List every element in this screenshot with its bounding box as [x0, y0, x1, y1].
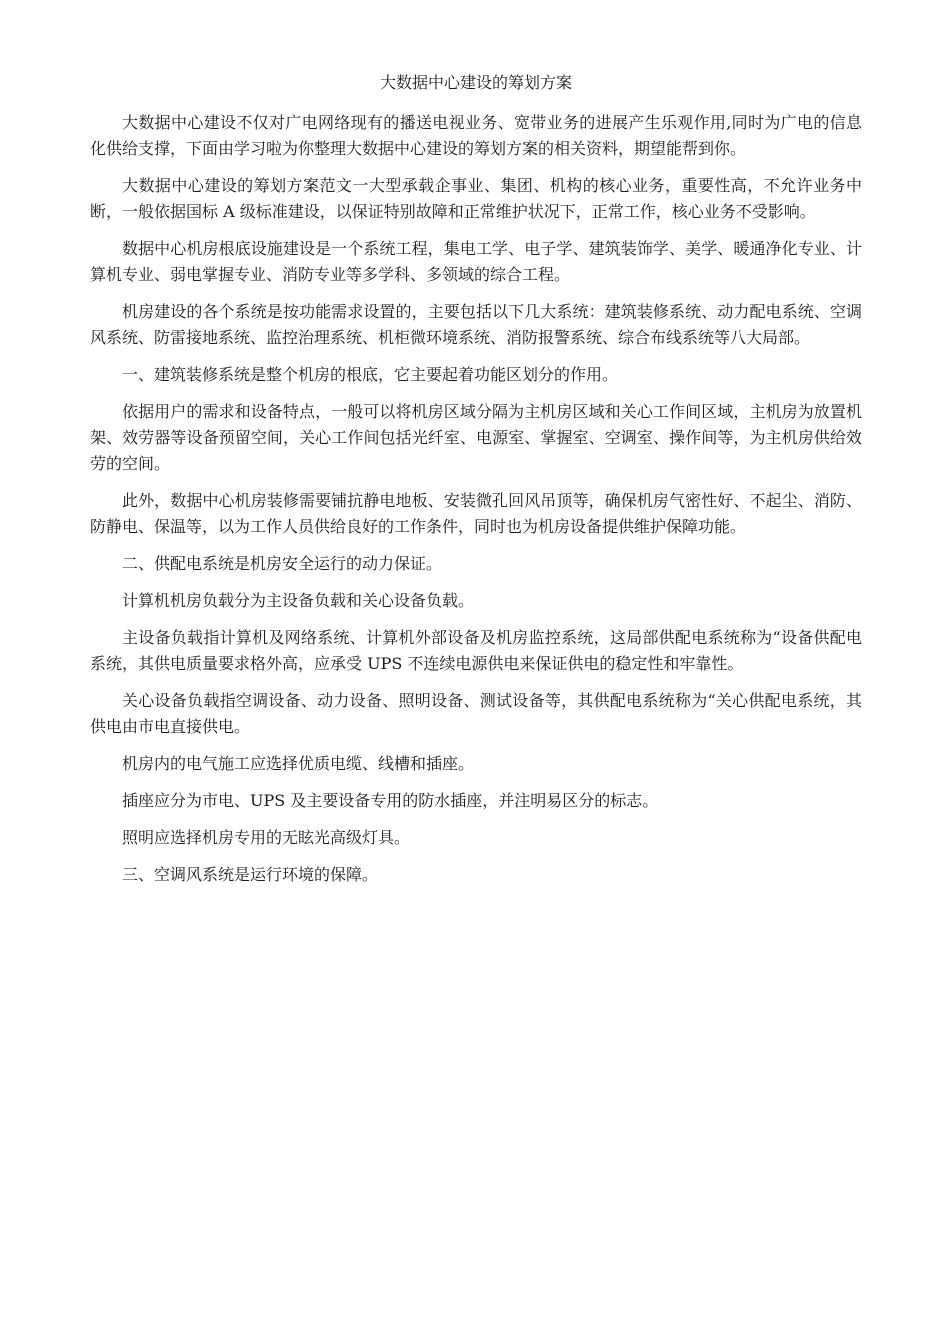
paragraph-section-1-heading: 一、建筑装修系统是整个机房的根底，它主要起着功能区划分的作用。	[122, 365, 619, 384]
paragraph-lighting: 照明应选择机房专用的无眩光高级灯具。	[122, 828, 411, 847]
paragraph-section-2-heading: 二、供配电系统是机房安全运行的动力保证。	[122, 554, 443, 573]
paragraph-zoning: 依据用户的需求和设备特点，一般可以将机房区域分隔为主机房区域和关心工作间区域，主机房为放置机架、效劳器等设备预留空间，关心工作间包括光纤室、电源室、掌握室、空调室、操作间等，为主机房供给效劳的空间。	[90, 402, 862, 473]
paragraph-section-3-heading: 三、空调风系统是运行环境的保障。	[122, 865, 379, 884]
paragraph-infrastructure: 数据中心机房根底设施建设是一个系统工程，集电工学、电子学、建筑装饰学、美学、暖通净化专业、计算机专业、弱电掌握专业、消防专业等多学科、多领域的综合工程。	[90, 239, 862, 284]
document-title: 大数据中心建设的筹划方案	[379, 73, 572, 92]
paragraph-sockets: 插座应分为市电、UPS 及主要设备专用的防水插座，并注明易区分的标志。	[122, 791, 659, 810]
paragraph-systems-overview: 机房建设的各个系统是按功能需求设置的，主要包括以下几大系统：建筑装修系统、动力配电系统、空调风系统、防雷接地系统、监控治理系统、机柜微环境系统、消防报警系统、综合布线系统等八大局部。	[90, 302, 862, 347]
paragraph-load-types: 计算机机房负载分为主设备负载和关心设备负载。	[122, 591, 475, 610]
paragraph-auxiliary-load: 关心设备负载指空调设备、动力设备、照明设备、测试设备等，其供配电系统称为“关心供配电系统，其供电由市电直接供电。	[90, 691, 862, 736]
paragraph-wiring: 机房内的电气施工应选择优质电缆、线槽和插座。	[122, 754, 475, 773]
paragraph-intro: 大数据中心建设不仅对广电网络现有的播送电视业务、宽带业务的进展产生乐观作用,同时为广电的信息化供给支撑，下面由学习啦为你整理大数据中心建设的筹划方案的相关资料，期望能帮到你。	[90, 113, 862, 158]
paragraph-plan-example: 大数据中心建设的筹划方案范文一大型承载企事业、集团、机构的核心业务，重要性高，不允许业务中断，一般依据国标 A 级标准建设，以保证特别故障和正常维护状况下，正常工作，核心业务不受影响。	[90, 176, 862, 221]
paragraph-main-load: 主设备负载指计算机及网络系统、计算机外部设备及机房监控系统，这局部供配电系统称为“设备供配电系统，其供电质量要求格外高，应承受 UPS 不连续电源供电来保证供电的稳定性和牢靠性。	[90, 628, 862, 673]
paragraph-decoration: 此外，数据中心机房装修需要铺抗静电地板、安装微孔回风吊顶等，确保机房气密性好、不起尘、消防、防静电、保温等，以为工作人员供给良好的工作条件，同时也为机房设备提供维护保障功能。	[90, 491, 862, 536]
document-page	[90, 70, 862, 899]
